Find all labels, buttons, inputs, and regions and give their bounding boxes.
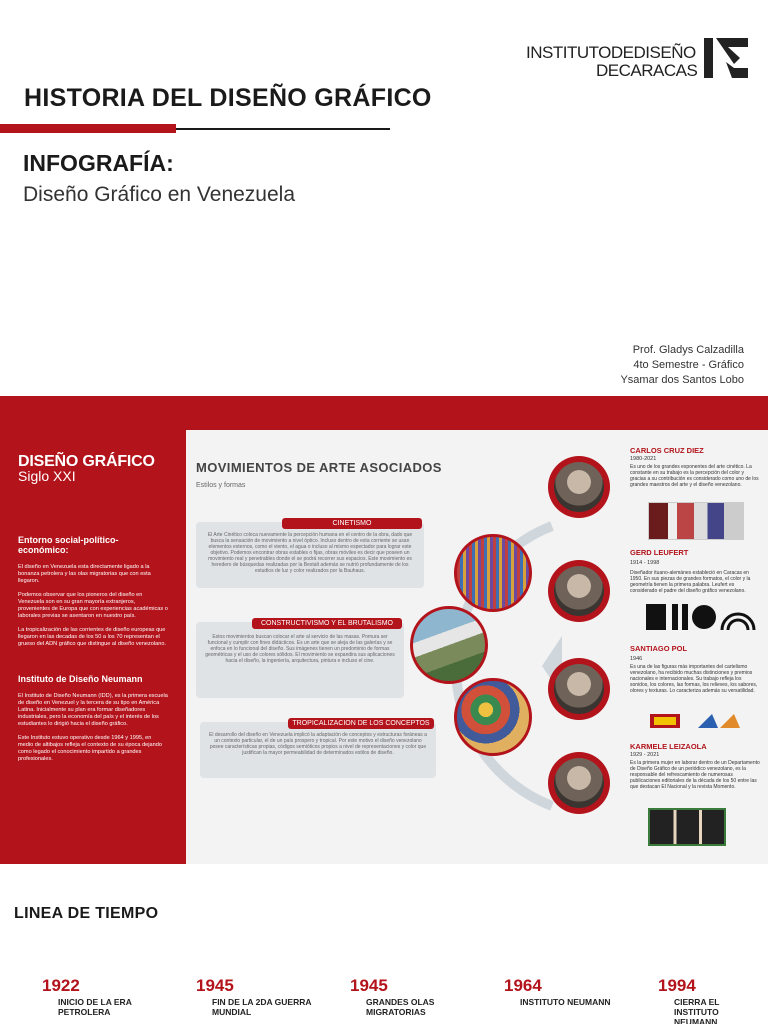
designer-name: SANTIAGO POL <box>630 644 688 653</box>
section-label: INFOGRAFÍA: <box>23 150 174 176</box>
designer-name: KARMELE LEIZAOLA <box>630 742 707 751</box>
timeline-year: 1964 <box>504 976 542 995</box>
left-panel-title: DISEÑO GRÁFICO <box>18 453 155 470</box>
credit-line: Prof. Gladys Calzadilla <box>632 344 744 356</box>
logo-text-line1: INSTITUTODEDISEÑO <box>526 43 696 62</box>
timeline-year: 1922 <box>42 976 80 995</box>
designer-photo <box>548 456 610 518</box>
designer-years: 1929 - 2021 <box>630 752 660 758</box>
page-title: HISTORIA DEL DISEÑO GRÁFICO <box>24 84 432 112</box>
left-panel-subtitle: Siglo XXI <box>18 468 76 484</box>
timeline-label: FIN DE LA 2DA GUERRA MUNDIAL <box>212 997 312 1017</box>
designer-work-image <box>648 502 744 540</box>
designer-photo <box>548 752 610 814</box>
section-subtitle: Diseño Gráfico en Venezuela <box>23 183 296 206</box>
timeline-label: GRANDES OLAS MIGRATORIAS <box>366 997 435 1017</box>
institute-paragraph: Este Instituto estuvo operativo desde 1964 y 1995, en medio de altibajos refleja el contexto de su época dejando como legado el conocimiento impartido a grandes profesionales. <box>18 735 162 762</box>
title-underline-black <box>176 128 390 130</box>
timeline-year: 1945 <box>196 976 234 995</box>
tropical-mosaic-image <box>454 678 532 756</box>
timeline-label: CIERRA EL INSTITUTO NEUMANN <box>674 997 720 1024</box>
designer-photo <box>548 560 610 622</box>
timeline-year: 1994 <box>658 976 696 995</box>
credit-line: 4to Semestre - Gráfico <box>633 359 744 371</box>
designer-work-image <box>644 602 760 632</box>
timeline-label: INSTITUTO NEUMANN <box>520 997 611 1007</box>
kinetic-art-image <box>454 534 532 612</box>
movements-subtitle: Estilos y formas <box>196 482 246 489</box>
institute-heading: Instituto de Diseño Neumann <box>18 674 143 684</box>
movement-tag: CINETISMO <box>282 518 422 529</box>
designer-name: CARLOS CRUZ DIEZ <box>630 446 704 455</box>
designer-bio: Diseñador ituano-alemánes estableció en Caracas en 1950. En sus piezas de grandes formatos, el color y la geometría tienen la primera palabra. Leufert es considerado el padre del diseño gráfico venezolano. <box>630 570 751 594</box>
designer-bio: Es uno de los grandes exponentes del arte cinético. La constante en su trabajo es la percepción del color y gracias a su contribución es considerado como uno de los grandes maestros del arte y el diseño venezolano. <box>630 464 759 488</box>
credit-line: Ysamar dos Santos Lobo <box>620 374 744 386</box>
brutalism-architecture-image <box>410 606 488 684</box>
designer-work-image <box>648 808 726 846</box>
designer-years: 1946 <box>630 656 643 662</box>
credits-block <box>620 343 744 388</box>
context-paragraph: El diseño en Venezuela esta directamente ligado a la bonanza petrolera y las olas migratorias que con esta llegaron. <box>18 564 151 584</box>
designer-name: GERD LEUFERT <box>630 548 689 557</box>
movement-text: Estos movimientos buscan colocar el arte al servicio de las masas. Pomura ser funcional y cumplir con fines didácticos. Es un arte que se aleja de las galerías y se enfoca en lo funcional del diseño. Sus imágenes tienen un predominio de formas geométricas y el uso de colores sólidos. El movimiento se expandira sus aplicaciones hacia el diseño, la ingeniería, arquitectura, pintura e incluso el cine. <box>205 634 395 664</box>
timeline-title: LINEA DE TIEMPO <box>14 905 159 922</box>
title-underline-red <box>0 124 176 133</box>
context-heading: Entorno social-político-económico: <box>18 535 119 555</box>
designer-years: 1914 - 1998 <box>630 560 660 566</box>
designer-bio: Es la primera mujer en laborar dentro de un Departamento de Diseño Gráfico de un periódico venezolano, es la responsable del refrescamiento de numerosas publicaciones editoriales de la década de los 50 entre las que destacan El Nacional y la revista Momento. <box>630 760 760 790</box>
movements-title: MOVIMIENTOS DE ARTE ASOCIADOS <box>196 460 442 475</box>
designer-photo <box>548 658 610 720</box>
institute-paragraph: El Instituto de Diseño Neumann (IDD), es la primera escuela de diseño en Venezuel y la tercera de su tipo en América Latina. Inicialmente su plan era formar diseñadores industriales, pero la economía del país y el interés de los estudiantes lo dirigió hacia el diseño gráfico. <box>18 693 168 727</box>
movement-text: El Arte Cinético coloca nuevamente la percepción humana en el centro de la obra, dado que busca la sensación de movimiento a nivel óptico. Incluso dentro de esta corriente se usan elementos externos, como el viento, el agua o incluso al mismo espectador para lograr este objetivo. Podemos encontrar obras estables o fijas, obras móviles es decir que poseen un movimiento real y penetrables donde el se podrá recorrer sus espacios. Este movimiento es heredero de búsquedas realizadas por la Bestalt además se nutrió profundamente de los estudios de luz y color realizados por la Bauhaus. <box>207 532 413 574</box>
timeline-year: 1945 <box>350 976 388 995</box>
logo-mark-icon <box>704 38 748 78</box>
designer-work-image <box>648 710 744 732</box>
context-paragraph: Podemos observar que los pioneros del diseño en Venezuela son en su gran mayoría extranjeros, provenientes de Europa que con experiencias académicas o laborales previas se asentaron en nuestro país. <box>18 592 168 619</box>
infographic-band <box>0 396 768 864</box>
context-paragraph: La tropicalización de las corrientes de diseño europeas que llegaron en las decadas de los 50 a los 70 representan el grueso del ADN gráfico que distingue al diseño venezolano. <box>18 627 167 647</box>
movements-panel <box>186 430 768 864</box>
timeline-label: INICIO DE LA ERA PETROLERA <box>58 997 132 1017</box>
designer-bio: Es una de las figuras más importantes del cartelismo venezolano, ha recibido muchas distinciones y premios nacionales e internacionales. Su trabajo refleja los sonidos, los colores, las formas, los relieves, los sabores, olores y texturas. Lo caracteriza además su versatilidad. <box>630 664 758 694</box>
institute-logo <box>526 38 748 82</box>
movement-text: El desarrollo del diseño en Venezuela implicó la adaptación de conceptos y estructuras foráneas a un contexto particular, el de un país prospero y tropical. Por este motivo el diseño venezolano posee características propias, códigos semióticos propios a nivel de representaciones y color que justifican la mayor permeabilidad de determinados estilos de diseño. <box>209 732 427 756</box>
designer-years: 1980-2021 <box>630 456 657 462</box>
movement-tag: CONSTRUCTIVISMO Y EL BRUTALISMO <box>252 618 402 629</box>
logo-text-line2: DECARACAS <box>596 61 698 80</box>
movement-tag: TROPICALIZACION DE LOS CONCEPTOS <box>288 718 434 729</box>
left-panel <box>0 434 186 864</box>
